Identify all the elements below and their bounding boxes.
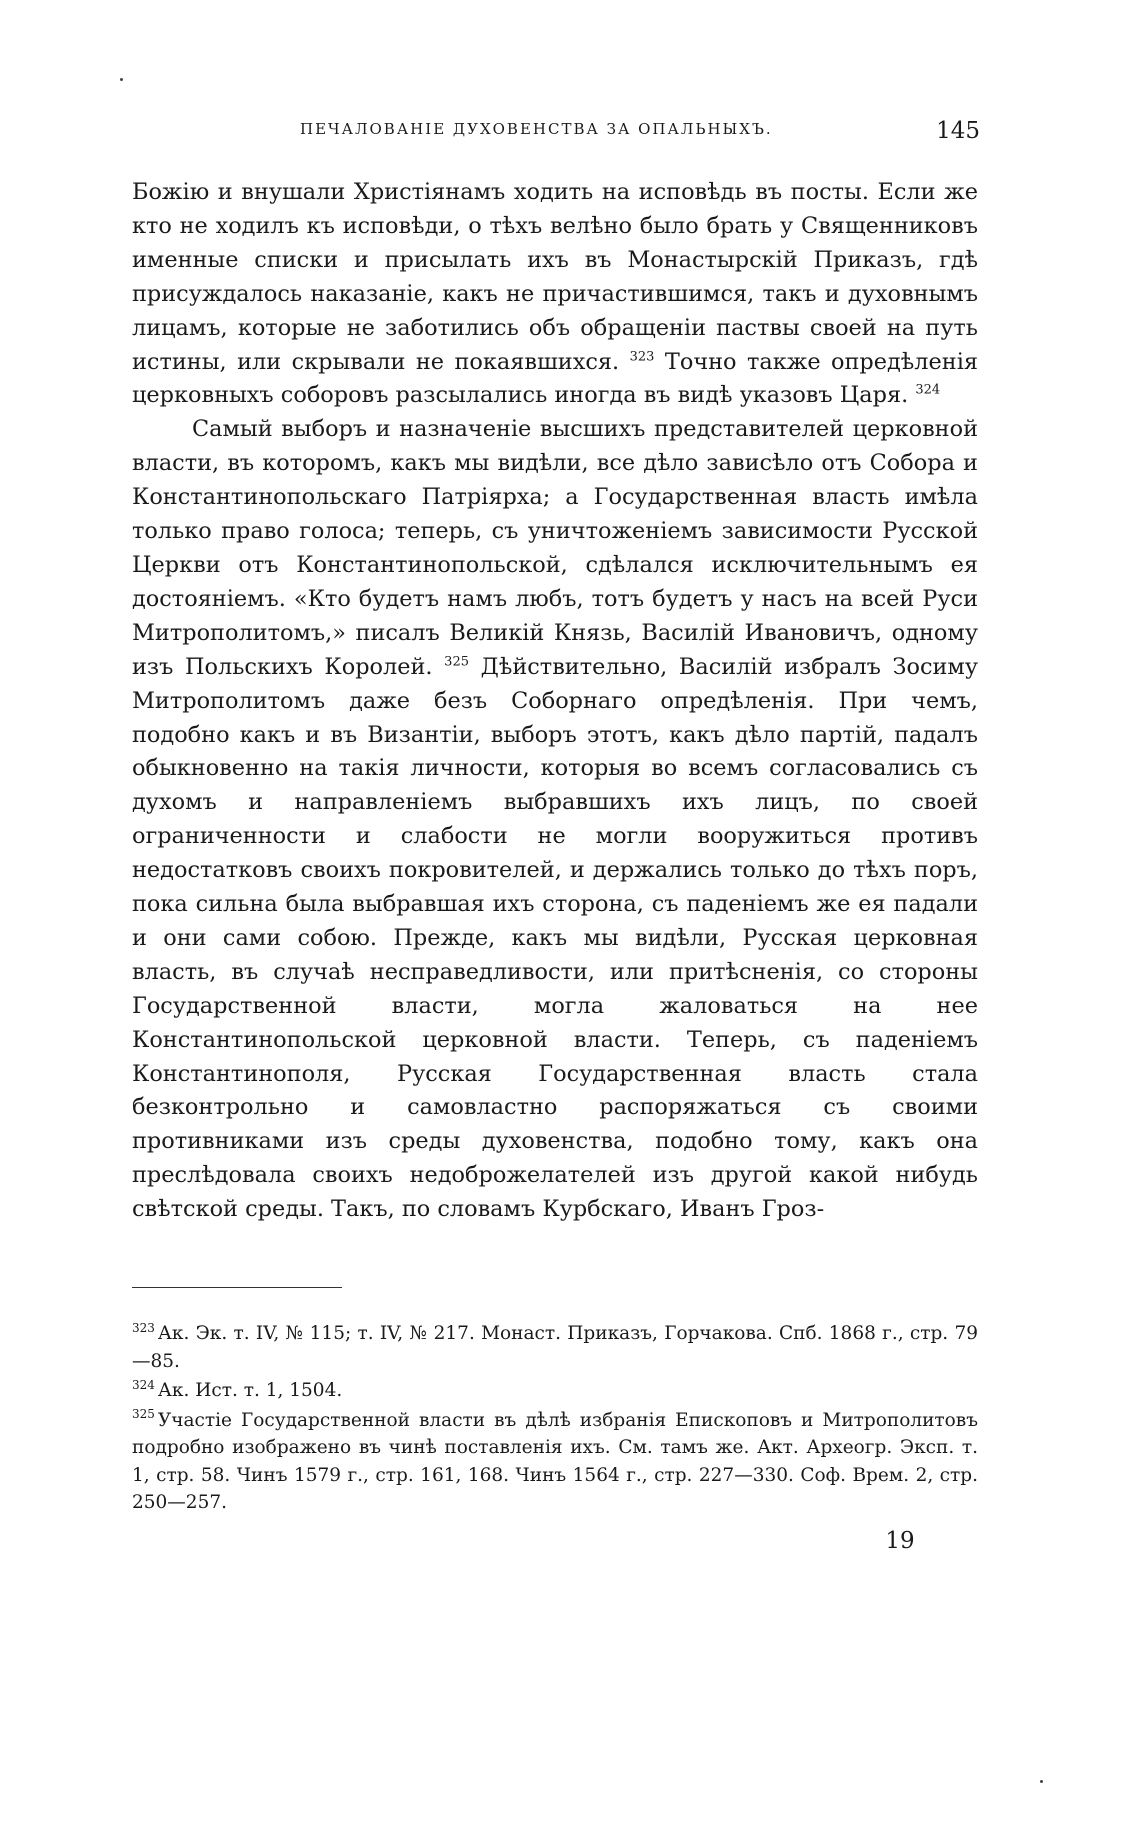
footnote-number: 324 (132, 1377, 155, 1392)
footnote-325 (132, 1407, 978, 1517)
footnote-text: Участіе Государственной власти въ дѣлѣ избранія Епископовъ и Митрополитовъ подробно изображено въ чинѣ поставленія ихъ. См. тамъ же. Акт. Археогр. Эксп. т. 1, стр. 58. Чинъ 1579 г., стр. 161, 168. Чинъ 1564 г., стр. 227—330. Соф. Врем. 2, стр. 250—257. (132, 1409, 978, 1513)
page-number: 145 (936, 118, 980, 144)
footnote-323 (132, 1320, 978, 1375)
footnote-number: 325 (132, 1407, 155, 1422)
signature-mark: 19 (885, 1528, 915, 1554)
footnote-separator (132, 1287, 342, 1288)
footnote-ref-324: 324 (915, 382, 941, 398)
footnote-ref-325: 325 (444, 654, 469, 670)
paragraph-2-text-b: Дѣйствительно, Василій избралъ Зосиму Митрополитомъ даже безъ Соборнаго опредѣленія. При чемъ, подобно какъ и въ Византіи, выборъ этотъ, какъ дѣло партій, падалъ обыкновенно на такія личности, которыя во всемъ согласовались съ духомъ и направленіемъ выбравшихъ ихъ лицъ, по своей ограниченности и слабости не могли вооружиться противъ недостатковъ своихъ покровителей, и держались только до тѣхъ поръ, пока сильна была выбравшая ихъ сторона, съ паденіемъ же ея падали и они сами собою. Прежде, какъ мы видѣли, Русская церковная власть, въ случаѣ несправедливости, или притѣсненія, со стороны Государственной власти, могла жаловаться на нее Константинопольской церковной власти. Теперь, съ паденіемъ Константинополя, Русская Государственная власть стала безконтрольно и самовластно распоряжаться съ своими противниками изъ среды духовенства, подобно тому, какъ она преслѣдовала своихъ недоброжелателей изъ другой какой нибудь свѣтской среды. Такъ, по словамъ Курбскаго, Иванъ Гроз- (132, 653, 979, 1223)
scan-speck (1040, 1780, 1043, 1783)
footnote-324 (132, 1377, 978, 1405)
scan-speck (120, 78, 123, 81)
paragraph-1-text-b: Точно также опредѣленія церковныхъ соборовъ разсылались иногда въ видѣ указовъ Царя. (132, 348, 978, 409)
footnote-text: Ак. Ист. т. 1, 1504. (157, 1380, 343, 1401)
running-title: ПЕЧАЛОВАНІЕ ДУХОВЕНСТВА ЗА ОПАЛЬНЫХЪ. (300, 120, 773, 138)
paragraph-1-text: Божію и внушали Христіянамъ ходить на исповѣдь въ посты. Если же кто не ходилъ къ исповѣди, о тѣхъ велѣно было брать у Священниковъ именные списки и присылать ихъ въ Монастырскій Приказъ, гдѣ присуждалось наказаніе, какъ не причастившимся, такъ и духовнымъ лицамъ, которые не заботились объ обращеніи паствы своей на путь истины, или скрывали не покаявшихся. (132, 179, 978, 375)
footnote-text: Ак. Эк. т. IV, № 115; т. IV, № 217. Монаст. Приказъ, Горчакова. Спб. 1868 г., стр. 79—85. (132, 1323, 978, 1372)
main-text (132, 176, 978, 1227)
paragraph-2 (132, 413, 978, 1227)
footnote-number: 323 (132, 1320, 155, 1335)
paragraph-1 (132, 176, 978, 413)
footnote-ref-323: 323 (629, 349, 655, 365)
footnotes (132, 1320, 978, 1519)
paragraph-2-text: Самый выборъ и назначеніе высшихъ представителей церковной власти, въ которомъ, какъ мы видѣли, все дѣло зависѣло отъ Собора и Константинопольскаго Патріярха; а Государственная власть имѣла только право голоса; теперь, съ уничтоженіемъ зависимости Русской Церкви отъ Константинопольской, сдѣлался исключительнымъ ея достояніемъ. «Кто будетъ намъ любъ, тотъ будетъ у насъ на всей Руси Митрополитомъ,» писалъ Великій Князь, Василій Ивановичъ, одному изъ Польскихъ Королей. (132, 416, 978, 680)
